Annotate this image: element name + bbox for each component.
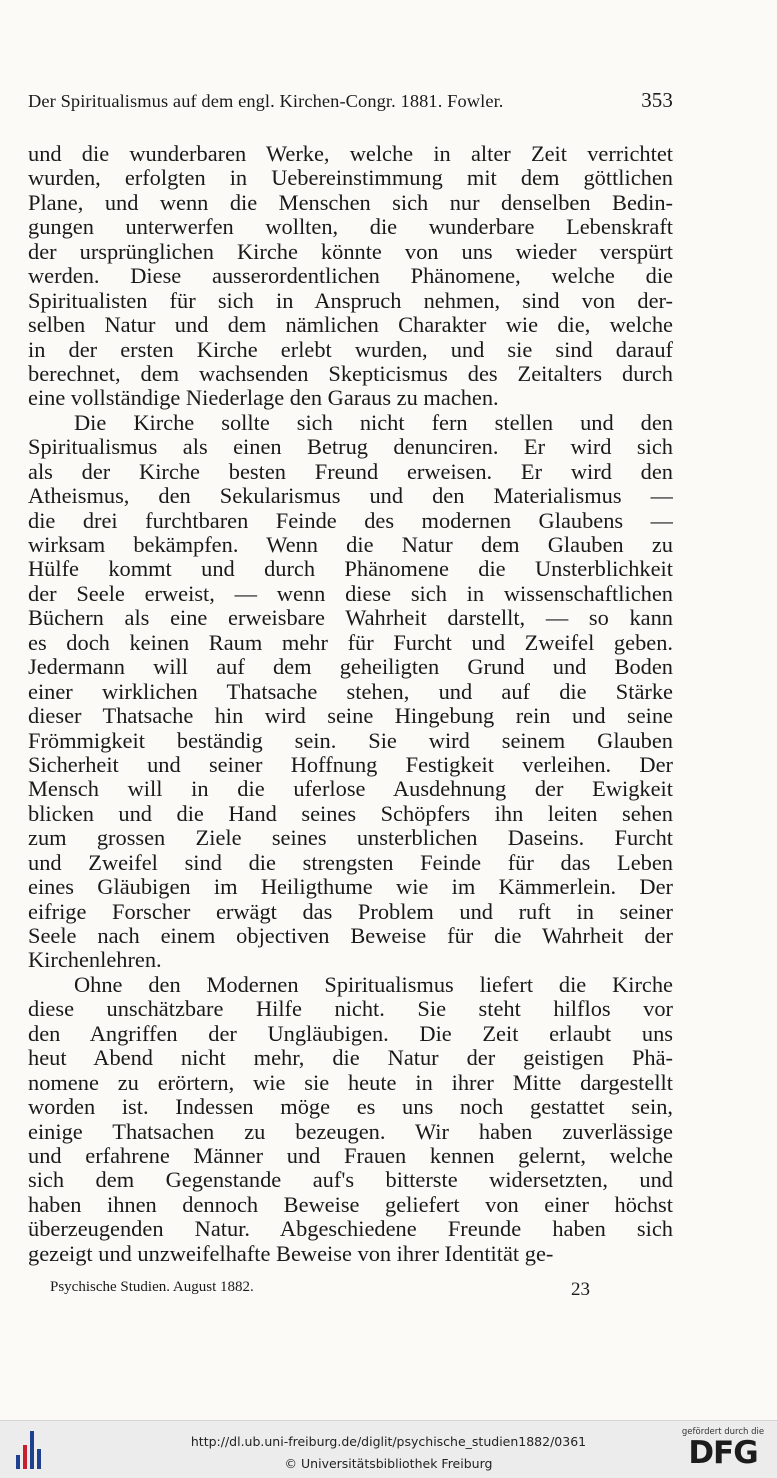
text-line: Mensch will in die uferlose Ausdehnung der Ewigkeit (28, 777, 673, 802)
text-line: eine vollständige Niederlage den Garaus zu machen. (28, 386, 499, 411)
viewer-footer-bar (0, 1420, 777, 1478)
text-line: blicken und die Hand seines Schöpfers ihn leiten sehen (28, 801, 673, 826)
text-line: dieser Thatsache hin wird seine Hingebung rein und seine (28, 704, 673, 729)
text-line: Sicherheit und seiner Hoffnung Festigkeit verleihen. Der (28, 752, 673, 777)
text-line: einer wirklichen Thatsache stehen, und auf die Stärke (28, 679, 673, 704)
text-line: überzeugenden Natur. Abgeschiedene Freunde haben sich (28, 1217, 673, 1242)
signature-line (50, 1279, 590, 1301)
text-line: Kirchenlehren. (28, 948, 162, 973)
copyright-notice: © Universitätsbibliothek Freiburg (284, 1456, 493, 1471)
text-line: worden ist. Indessen möge es uns noch gestattet sein, (28, 1095, 673, 1120)
text-line: den Angriffen der Ungläubigen. Die Zeit erlaubt uns (28, 1021, 673, 1046)
text-line: gungen unterwerfen wollten, die wunderbare Lebenskraft (28, 215, 673, 240)
text-line: Plane, und wenn die Menschen sich nur denselben Bedin- (28, 190, 673, 215)
text-line: diese unschätzbare Hilfe nicht. Sie steht hilflos vor (28, 997, 673, 1022)
text-line: wirksam bekämpfen. Wenn die Natur dem Glauben zu (28, 533, 673, 557)
text-line: es doch keinen Raum mehr für Furcht und Zweifel geben. (28, 630, 673, 655)
text-line: die drei furchtbaren Feinde des modernen Glaubens — (28, 508, 673, 533)
text-line: in der ersten Kirche erlebt wurden, und sie sind darauf (28, 337, 673, 362)
text-line: gezeigt und unzweifelhafte Beweise von ihrer Identität ge- (28, 1241, 554, 1266)
text-line: eines Gläubigen im Heiligthume wie im Kämmerlein. Der (28, 875, 673, 900)
text-line: einige Thatsachen zu bezeugen. Wir haben zuverlässige (28, 1119, 673, 1144)
text-line: der ursprünglichen Kirche könnte von uns wieder verspürt (28, 239, 673, 264)
text-line: nomene zu erörtern, wie sie heute in ihrer Mitte dargestellt (28, 1070, 673, 1095)
text-line: berechnet, dem wachsenden Skepticismus des Zeitalters durch (28, 361, 673, 386)
text-line: Frömmigkeit beständig sein. Sie wird seinem Glauben (28, 728, 673, 753)
body-text (28, 142, 673, 1266)
running-head-title: Der Spiritualismus auf dem engl. Kirchen-Congr. 1881. Fowler. (28, 91, 504, 111)
text-line: werden. Diese ausserordentlichen Phänomene, welche die (28, 264, 673, 289)
text-line: eifrige Forscher erwägt das Problem und ruft in seiner (28, 899, 673, 924)
text-line: Seele nach einem objectiven Beweise für die Wahrheit der (28, 924, 673, 948)
text-line: und erfahrene Männer und Frauen kennen gelernt, welche (28, 1143, 673, 1168)
dfg-logo-text: DFG (688, 1435, 758, 1471)
signature-number: 23 (571, 1279, 590, 1300)
text-line: Spiritualisten für sich in Anspruch nehmen, sind von der- (28, 288, 673, 313)
text-line: Büchern als eine erweisbare Wahrheit darstellt, — so kann (28, 606, 673, 631)
text-line: sich dem Gegenstande auf's bitterste widersetzten, und (28, 1168, 673, 1193)
text-line: Die Kirche sollte sich nicht fern stellen und den (74, 410, 673, 435)
text-line: und Zweifel sind die strengsten Feinde für das Leben (28, 850, 673, 875)
text-line: Hülfe kommt und durch Phänomene die Unsterblichkeit (28, 557, 673, 582)
text-line: Spiritualismus als einen Betrug denunciren. Er wird sich (28, 435, 673, 460)
text-line: Ohne den Modernen Spiritualismus liefert die Kirche (74, 972, 673, 997)
source-url-link[interactable]: http://dl.ub.uni-freiburg.de/diglit/psychische_studien1882/0361 (190, 1434, 587, 1449)
text-line: und die wunderbaren Werke, welche in alter Zeit verrichtet (28, 142, 673, 166)
text-line: als der Kirche besten Freund erweisen. Er wird den (28, 459, 673, 484)
running-head (28, 88, 673, 116)
text-line: wurden, erfolgten in Uebereinstimmung mit dem göttlichen (28, 166, 673, 191)
text-line: Atheismus, den Sekularismus und den Materialismus — (28, 484, 673, 509)
dfg-caption: gefördert durch die (681, 1427, 765, 1437)
text-line: zum grossen Ziele seines unsterblichen Daseins. Furcht (28, 826, 673, 851)
journal-signature: Psychische Studien. August 1882. (50, 1279, 254, 1295)
page-number: 353 (641, 88, 673, 112)
dfg-logo-icon (677, 1427, 769, 1473)
text-line: haben ihnen dennoch Beweise geliefert von einer höchst (28, 1192, 673, 1217)
text-line: selben Natur und dem nämlichen Charakter wie die, welche (28, 313, 673, 338)
text-line: Jedermann will auf dem geheiligten Grund und Boden (28, 655, 673, 680)
text-line: heut Abend nicht mehr, die Natur der geistigen Phä- (28, 1046, 673, 1071)
text-line: der Seele erweist, — wenn diese sich in wissenschaftlichen (28, 581, 673, 606)
